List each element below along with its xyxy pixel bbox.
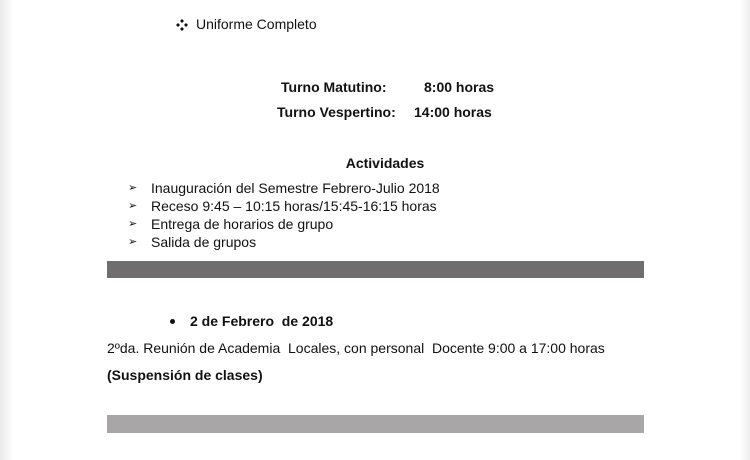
actividad-text: Inauguración del Semestre Febrero-Julio 2018 [151, 180, 440, 196]
arrowhead-bullet-icon: ➢ [128, 200, 138, 212]
list-item [128, 197, 440, 215]
arrowhead-bullet-icon: ➢ [128, 218, 138, 230]
list-item [128, 233, 440, 251]
section-divider-bar [107, 261, 644, 278]
uniforme-item [176, 16, 317, 32]
turno-vespertino-value: 14:00 horas [414, 104, 492, 120]
turno-vespertino-label: Turno Vespertino: [277, 104, 396, 120]
list-item [128, 215, 440, 233]
actividad-text: Salida de grupos [151, 234, 257, 250]
four-diamond-bullet-icon [176, 18, 188, 30]
dot-bullet-icon [170, 319, 175, 324]
turno-matutino-label: Turno Matutino: [281, 79, 387, 95]
actividad-text: Entrega de horarios de grupo [151, 216, 334, 232]
section-divider-bar-light [107, 415, 644, 433]
turno-matutino-row [0, 79, 750, 97]
evento-fecha-text: 2 de Febrero de 2018 [190, 313, 334, 329]
arrowhead-bullet-icon: ➢ [128, 236, 138, 248]
actividades-list [128, 179, 440, 251]
turno-matutino-value: 8:00 horas [424, 79, 495, 95]
evento-fecha [170, 313, 333, 329]
evento-nota: (Suspensión de clases) [107, 367, 263, 383]
actividad-text: Receso 9:45 – 10:15 horas/15:45-16:15 horas [151, 198, 437, 214]
uniforme-text: Uniforme Completo [196, 16, 317, 32]
page-edge-shadow-right [740, 0, 750, 460]
turno-vespertino-row [0, 104, 750, 122]
list-item [128, 179, 440, 197]
actividades-title: Actividades [345, 155, 425, 171]
page-edge-shadow [0, 0, 14, 460]
arrowhead-bullet-icon: ➢ [128, 182, 138, 194]
evento-descripcion: 2ºda. Reunión de Academia Locales, con personal Docente 9:00 a 17:00 horas [107, 340, 605, 356]
